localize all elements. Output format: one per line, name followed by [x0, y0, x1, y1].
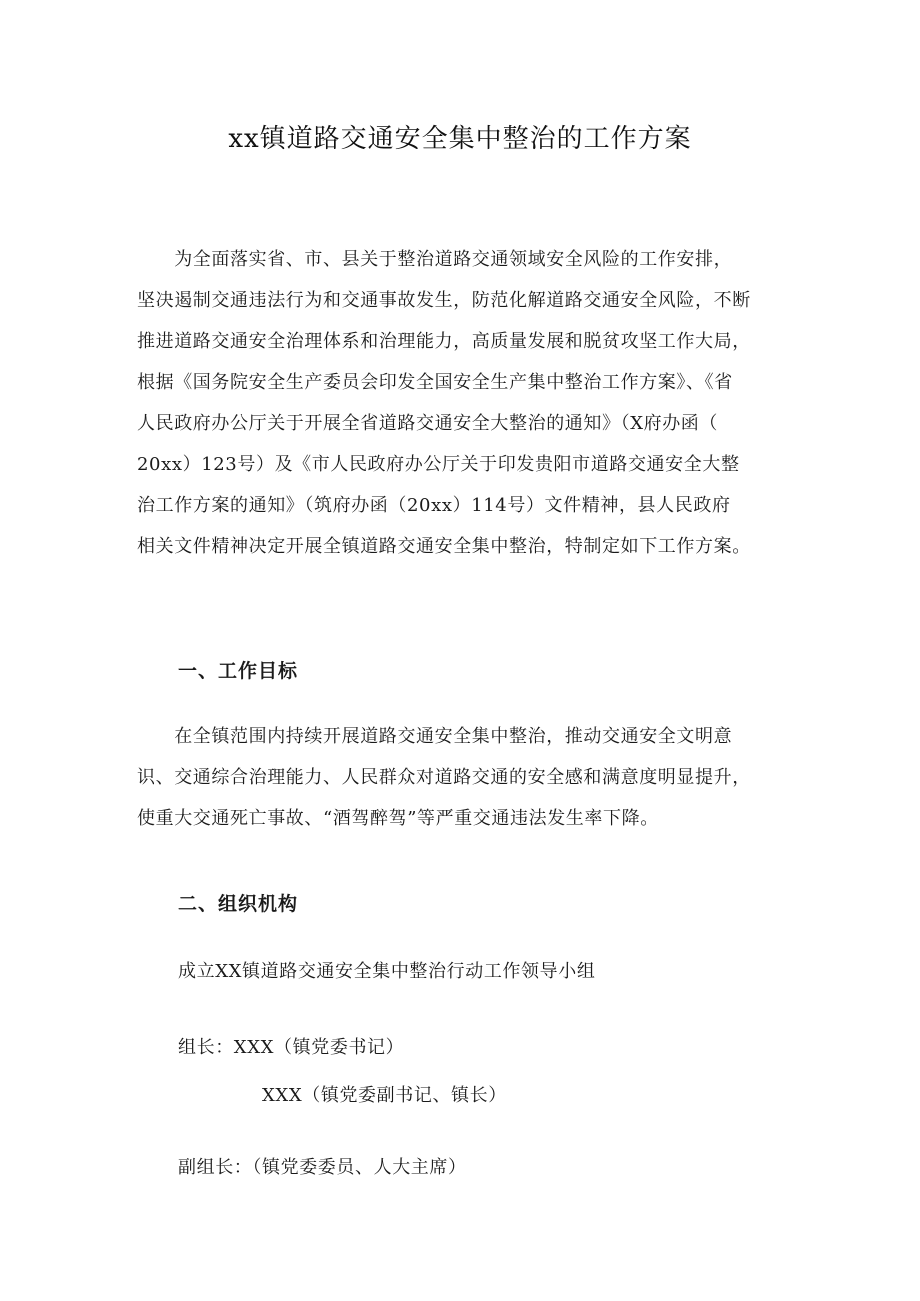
paragraph-line: 坚决遏制交通违法行为和交通事故发生，防范化解道路交通安全风险，不断 — [137, 290, 751, 311]
paragraph-line: 治工作方案的通知》（筑府办函（20xx）114号）文件精神，县人民政府 — [137, 495, 731, 516]
document-title: xx镇道路交通安全集中整治的工作方案 — [228, 124, 692, 154]
paragraph-line: 根据《国务院安全生产委员会印发全国安全生产集中整治工作方案》、《省 — [137, 372, 733, 393]
section-heading-organization: 二、组织机构 — [178, 893, 299, 915]
paragraph-line: 在全镇范围内持续开展道路交通安全集中整治，推动交通安全文明意 — [137, 726, 733, 747]
intro-paragraph — [137, 239, 787, 567]
paragraph-line: 推进道路交通安全治理体系和治理能力，高质量发展和脱贫攻坚工作大局， — [137, 331, 751, 352]
paragraph-line: 相关文件精神决定开展全镇道路交通安全集中整治，特制定如下工作方案。 — [137, 536, 751, 557]
goals-paragraph — [137, 716, 787, 839]
leader-line-second: XXX（镇党委副书记、镇长） — [262, 1085, 507, 1106]
leader-line: 组长：XXX（镇党委书记） — [178, 1037, 405, 1058]
paragraph-line: 人民政府办公厅关于开展全省道路交通安全大整治的通知》（X府办函（ — [137, 413, 719, 434]
deputy-leader-line: 副组长：（镇党委委员、人大主席） — [178, 1157, 467, 1178]
paragraph-line: 识、交通综合治理能力、人民群众对道路交通的安全感和满意度明显提升， — [137, 767, 751, 788]
establish-group-line: 成立XX镇道路交通安全集中整治行动工作领导小组 — [178, 961, 596, 982]
paragraph-line: 使重大交通死亡事故、“酒驾醉驾”等严重交通违法发生率下降。 — [137, 808, 659, 829]
paragraph-line: 为全面落实省、市、县关于整治道路交通领域安全风险的工作安排， — [137, 249, 733, 270]
section-heading-goals: 一、工作目标 — [178, 660, 299, 682]
paragraph-line: 20xx）123号）及《市人民政府办公厅关于印发贵阳市道路交通安全大整 — [137, 454, 740, 475]
